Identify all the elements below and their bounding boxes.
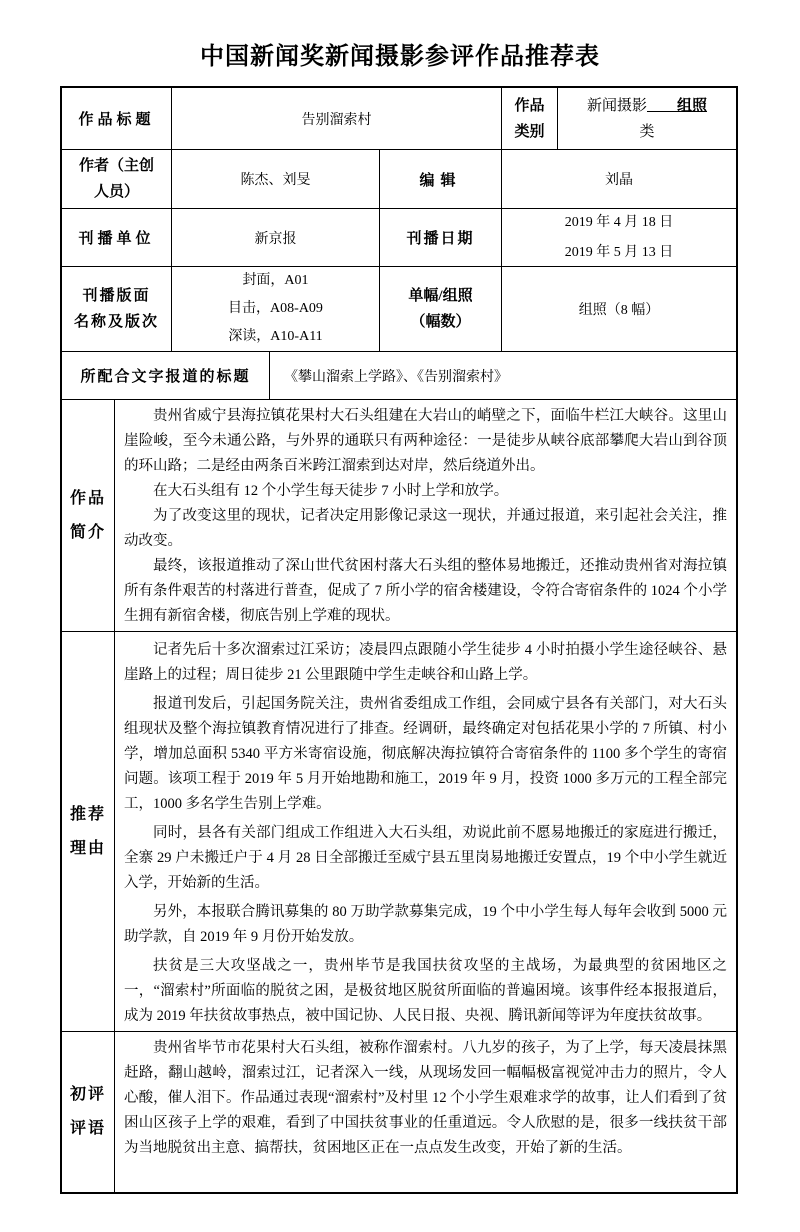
reason-label: [62, 632, 115, 1031]
related-titles-value: 《攀山溜索上学路》、《告别溜索村》: [284, 369, 508, 385]
reason-paragraph: 另外，本报联合腾讯募集的 80 万助学款募集完成，19 个中小学生每人每年会收到 5000 元助学款，自 2019 年 9 月份开始发放。: [124, 904, 727, 945]
pages-label: [62, 267, 172, 351]
category-value-text: [587, 93, 707, 145]
category-underlined-value: 组照: [647, 97, 708, 114]
publish-date-line: 2019 年 4 月 18 日: [564, 214, 674, 230]
related-titles-label: 所配合文字报道的标题: [62, 352, 270, 399]
reason-label-line: 理由: [69, 839, 106, 857]
row-publisher: [62, 209, 736, 267]
page-title: 中国新闻奖新闻摄影参评作品推荐表: [200, 44, 600, 70]
row-author: [62, 150, 736, 209]
row-intro: [62, 400, 736, 632]
publish-date-label: 刊播日期: [380, 209, 502, 266]
review-label: [62, 1032, 115, 1192]
row-review: [62, 1032, 736, 1192]
author-value: 陈杰、刘旻: [172, 150, 380, 208]
review-label-line: 初评: [69, 1086, 106, 1103]
pages-value-line: 目击，A08-A09: [228, 301, 323, 316]
reason-paragraph: 报道刊发后，引起国务院关注，贵州省委组成工作组，会同威宁县各有关部门，对大石头组现状及整个海拉镇教育情况进行了排查。经调研，最终确定对包括花果小学的 7 所镇、村小学，增加总面积 5340 平方米寄宿设施，彻底解决海拉镇符合寄宿条件的 1100 多个学生的寄宿问题。该项工程于 2019 年 5 月开始地勘和施工，2019 年 9 月，投资 1000 多万元的工程全部完工，1000 多名学生告别上学难。: [124, 696, 727, 812]
author-label: [62, 150, 172, 208]
pages-value: [172, 267, 380, 351]
category-label-line: 类别: [514, 123, 545, 140]
pages-value-line: 封面，A01: [242, 273, 309, 288]
pages-label-line: 名称及版次: [73, 314, 159, 330]
author-label-line: 作者（主创: [78, 158, 154, 174]
category-prefix: 新闻摄影: [586, 97, 647, 114]
pages-label-line: 刊播版面: [82, 288, 151, 304]
reason-paragraphs: [115, 632, 736, 1031]
intro-paragraph: 最终，该报道推动了深山世代贫困村落大石头组的整体易地搬迁，还推动贵州省对海拉镇所有条件艰苦的村落进行普查，促成了 7 所小学的宿舍楼建设，令符合寄宿条件的 1024 个小学生拥有新宿舍楼，彻底告别上学难的现状。: [124, 558, 727, 624]
row-related-titles: [62, 352, 736, 400]
publisher-value: 新京报: [172, 209, 380, 266]
review-paragraphs: [115, 1032, 736, 1192]
work-title-label: 作品标题: [62, 88, 172, 149]
publisher-label: 刊播单位: [62, 209, 172, 266]
work-title-value: 告别溜索村: [172, 88, 502, 149]
editor-value: 刘晶: [605, 173, 633, 188]
intro-paragraph: 为了改变这里的现状，记者决定用影像记录这一现状，并通过报道，来引起社会关注，推动改变。: [124, 508, 727, 549]
pages-value-line: 深读，A10-A11: [228, 329, 323, 344]
reason-label-line: 推荐: [69, 805, 106, 823]
category-value: [558, 88, 736, 149]
photo-count-label-line: （幅数）: [410, 314, 471, 330]
intro-label-line: 简介: [69, 523, 106, 541]
recommendation-form-table: [60, 86, 738, 1194]
category-label: [502, 88, 558, 149]
row-reason: [62, 632, 736, 1032]
row-work-title: [62, 88, 736, 150]
intro-paragraph: 贵州省威宁县海拉镇花果村大石头组建在大岩山的峭壁之下，面临牛栏江大峡谷。这里山崖险峻，至今未通公路，与外界的通联只有两种途径：一是徒步从峡谷底部攀爬大岩山到谷顶的环山路；二是经由两条百米跨江溜索到达对岸，然后绕道外出。: [124, 408, 727, 474]
reason-paragraph: 同时，县各有关部门组成工作组进入大石头组，劝说此前不愿易地搬迁的家庭进行搬迁，全寨 29 户未搬迁户于 4 月 28 日全部搬迁至威宁县五里岗易地搬迁安置点，19 个中小学生就近入学，开始新的生活。: [124, 825, 727, 891]
reason-paragraph: 记者先后十多次溜索过江采访；凌晨四点跟随小学生徒步 4 小时拍摄小学生途径峡谷、悬崖路上的过程；周日徒步 21 公里跟随中学生走峡谷和山路上学。: [124, 642, 727, 683]
intro-label: [62, 400, 115, 631]
publish-date-line: 2019 年 5 月 13 日: [564, 244, 674, 260]
editor-label: 编辑: [380, 150, 502, 208]
photo-count-label: [380, 267, 502, 351]
category-suffix: 类: [639, 123, 655, 140]
photo-count-label-line: 单幅/组照: [408, 288, 473, 304]
row-pages: [62, 267, 736, 352]
intro-paragraph: 在大石头组有 12 个小学生每天徒步 7 小时上学和放学。: [153, 483, 509, 499]
intro-paragraphs: [115, 400, 736, 631]
review-paragraph: 贵州省毕节市花果村大石头组，被称作溜索村。八九岁的孩子，为了上学，每天凌晨抹黑赶路，翻山越岭，溜索过江，记者深入一线，从现场发回一幅幅极富视觉冲击力的照片，令人心酸，催人泪下。作品通过表现“溜索村”及村里 12 个小学生艰难求学的故事，让人们看到了贫困山区孩子上学的艰难，看到了中国扶贫事业的任重道远。令人欣慰的是，很多一线扶贫干部为当地脱贫出主意、搞帮扶，贫困地区正在一点点发生改变，开始了新的生活。: [124, 1040, 727, 1156]
author-label-line: 人员）: [93, 184, 139, 200]
review-label-line: 评语: [69, 1120, 106, 1137]
category-label-line: 作品: [514, 97, 545, 114]
photo-count-value: 组照（8 幅）: [578, 303, 660, 318]
intro-label-line: 作品: [69, 489, 106, 507]
publish-date-value: [502, 209, 736, 266]
reason-paragraph: 扶贫是三大攻坚战之一，贵州毕节是我国扶贫攻坚的主战场，为最典型的贫困地区之一，“溜索村”所面临的脱贫之困，是极贫地区脱贫所面临的普遍困境。该事件经本报报道后，成为 2019 年扶贫故事热点，被中国记协、人民日报、央视、腾讯新闻等评为年度扶贫故事。: [124, 958, 727, 1024]
